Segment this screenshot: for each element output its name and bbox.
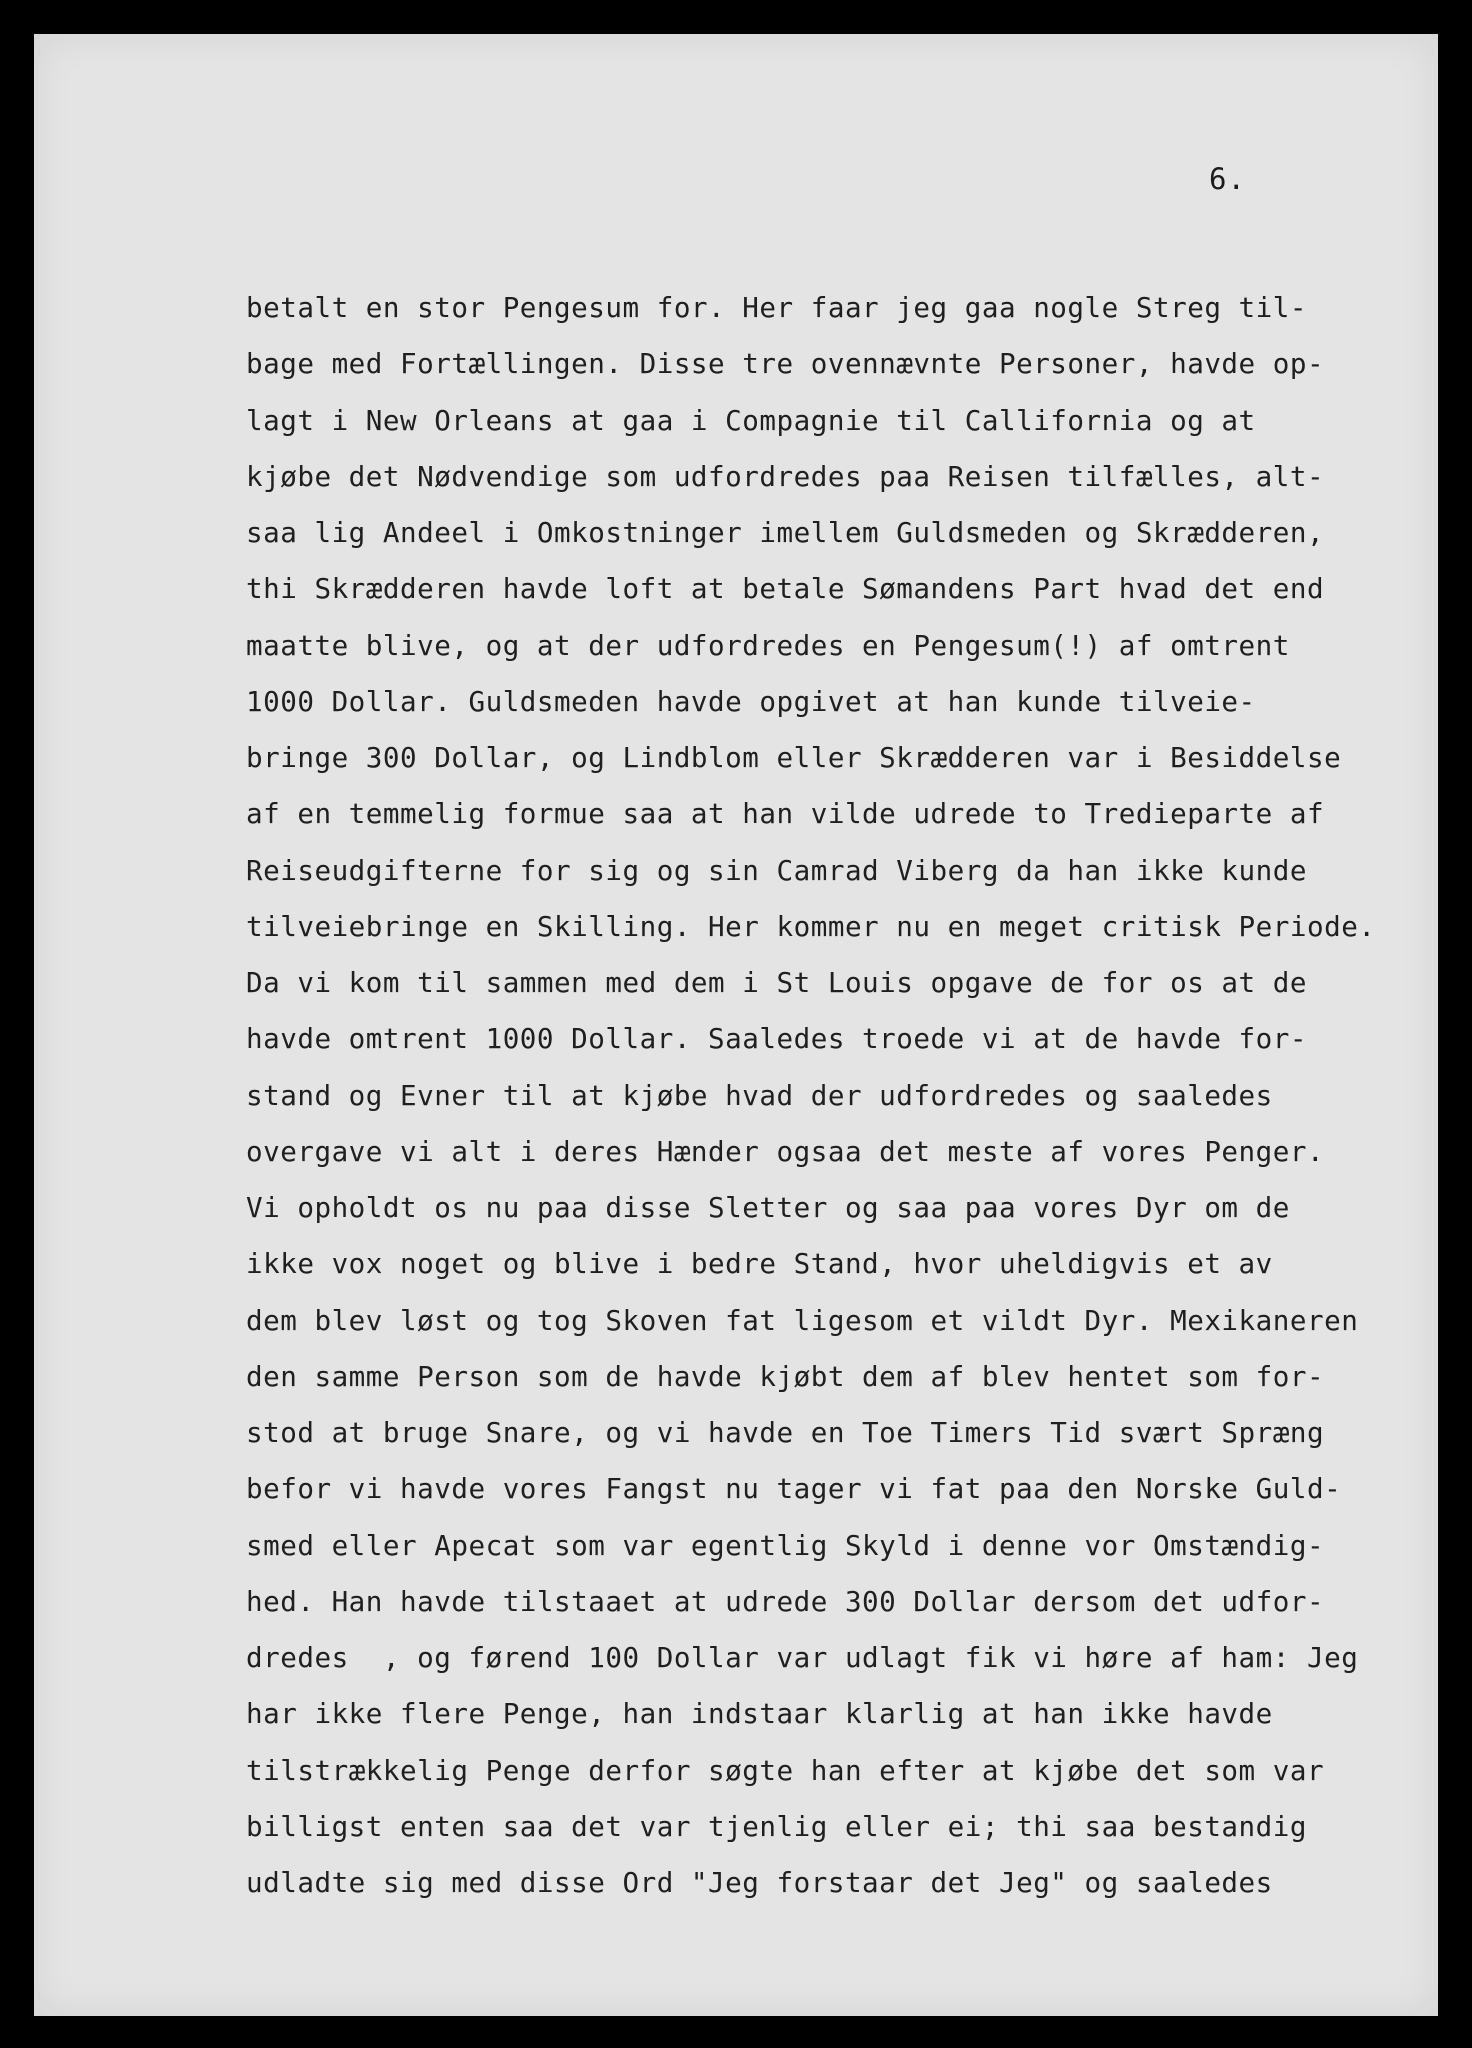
text-line: Vi opholdt os nu paa disse Sletter og saa paa vores Dyr om de xyxy=(246,1191,1290,1224)
text-line: ikke vox noget og blive i bedre Stand, hvor uheldigvis et av xyxy=(246,1247,1273,1281)
text-line: maatte blive, og at der udfordredes en Pengesum(!) af omtrent xyxy=(246,628,1290,662)
text-line: udladte sig med disse Ord "Jeg forstaar det Jeg" og saaledes xyxy=(246,1866,1273,1899)
text-line: billigst enten saa det var tjenlig eller ei; thi saa bestandig xyxy=(246,1809,1307,1843)
page-number: 6. xyxy=(1209,162,1246,196)
typewritten-page xyxy=(34,34,1438,2016)
text-line: af en temmelig formue saa at han vilde udrede to Tredieparte af xyxy=(246,797,1325,831)
text-line: har ikke flere Penge, han indstaar klarlig at han ikke havde xyxy=(246,1697,1273,1731)
text-line: Da vi kom til sammen med dem i St Louis opgave de for os at de xyxy=(246,966,1307,999)
text-line: smed eller Apecat som var egentlig Skyld i denne vor Omstændig- xyxy=(246,1528,1325,1562)
text-line: den samme Person som de havde kjøbt dem af blev hentet som for- xyxy=(246,1359,1325,1393)
text-line: befor vi havde vores Fangst nu tager vi fat paa den Norske Guld- xyxy=(246,1472,1342,1506)
text-line: saa lig Andeel i Omkostninger imellem Guldsmeden og Skrædderen, xyxy=(246,516,1325,549)
text-line: stod at bruge Snare, og vi havde en Toe Timers Tid svært Spræng xyxy=(246,1416,1325,1449)
text-line: dem blev løst og tog Skoven fat ligesom et vildt Dyr. Mexikaneren xyxy=(246,1303,1359,1337)
text-line: tilveiebringe en Skilling. Her kommer nu en meget critisk Periode. xyxy=(246,909,1376,943)
text-line: 1000 Dollar. Guldsmeden havde opgivet at han kunde tilveie- xyxy=(246,684,1256,718)
text-line: bringe 300 Dollar, og Lindblom eller Skrædderen var i Besiddelse xyxy=(246,741,1342,774)
text-line: lagt i New Orleans at gaa i Compagnie til Callifornia og at xyxy=(246,403,1256,437)
text-line: Reiseudgifterne for sig og sin Camrad Viberg da han ikke kunde xyxy=(246,853,1307,887)
text-line: kjøbe det Nødvendige som udfordredes paa Reisen tilfælles, alt- xyxy=(246,459,1325,493)
text-line: betalt en stor Pengesum for. Her faar jeg gaa nogle Streg til- xyxy=(246,291,1307,324)
text-line: dredes , og førend 100 Dollar var udlagt fik vi høre af ham: Jeg xyxy=(246,1641,1359,1674)
text-line: overgave vi alt i deres Hænder ogsaa det meste af vores Penger. xyxy=(246,1134,1325,1168)
text-line: bage med Fortællingen. Disse tre ovennævnte Personer, havde op- xyxy=(246,347,1325,381)
text-line: tilstrækkelig Penge derfor søgte han efter at kjøbe det som var xyxy=(246,1753,1325,1787)
text-line: hed. Han havde tilstaaet at udrede 300 Dollar dersom det udfor- xyxy=(246,1584,1325,1618)
text-line: thi Skrædderen havde loft at betale Sømandens Part hvad det end xyxy=(246,572,1325,606)
body-text xyxy=(246,280,1376,1911)
text-line: stand og Evner til at kjøbe hvad der udfordredes og saaledes xyxy=(246,1078,1273,1112)
text-line: havde omtrent 1000 Dollar. Saaledes troede vi at de havde for- xyxy=(246,1022,1307,1056)
